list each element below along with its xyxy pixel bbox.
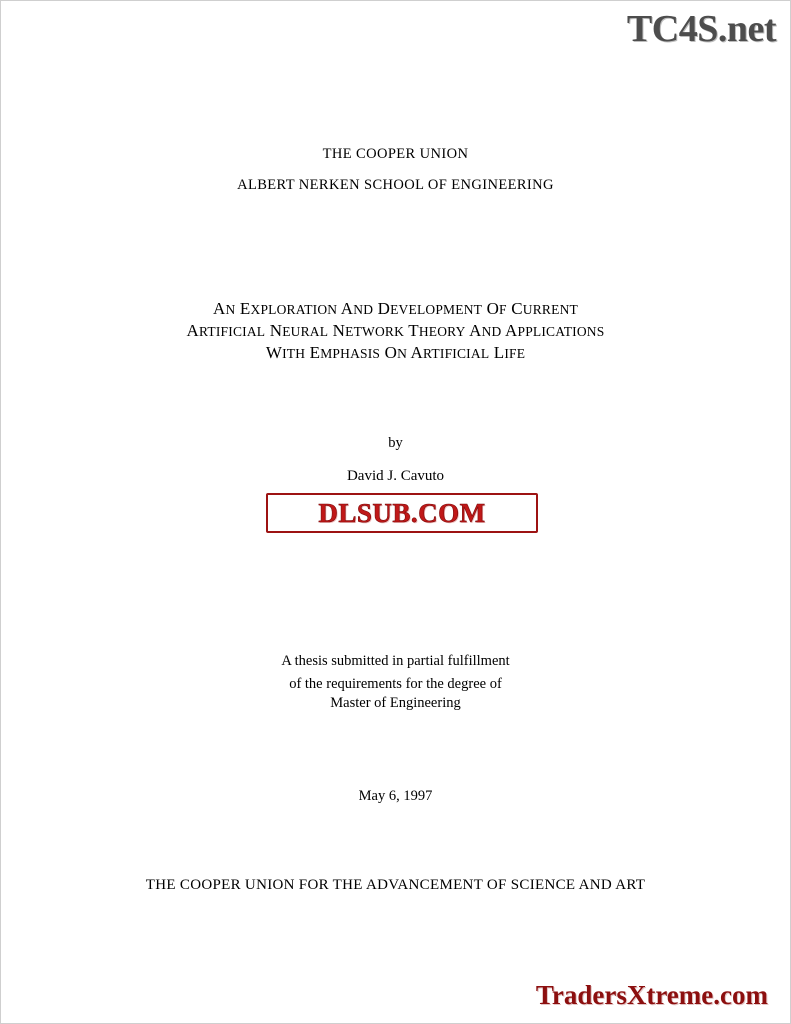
- submission-line-2: of the requirements for the degree of: [289, 676, 502, 692]
- thesis-title-line-2: ARTIFICIAL NEURAL NETWORK THEORY AND APPLICATIONS: [186, 321, 605, 340]
- watermark-center-text: DLSUB.COM: [318, 497, 486, 528]
- watermark-bottom-right: TradersXtreme.com: [535, 980, 768, 1010]
- school-name: ALBERT NERKEN SCHOOL OF ENGINEERING: [237, 177, 554, 193]
- author-name: David J. Cavuto: [346, 468, 445, 484]
- thesis-title-line-3: WITH EMPHASIS ON ARTIFICIAL LIFE: [265, 343, 526, 362]
- thesis-title-line-1: AN EXPLORATION AND DEVELOPMENT OF CURRENT: [213, 299, 578, 318]
- submission-line-1: A thesis submitted in partial fulfillment: [281, 653, 510, 669]
- submission-line-3: Master of Engineering: [330, 695, 461, 711]
- document-footer: THE COOPER UNION FOR THE ADVANCEMENT OF SCIENCE AND ART: [145, 877, 646, 893]
- byline-label: by: [388, 435, 403, 451]
- watermark-top-right: TC4S.net: [626, 8, 776, 50]
- institution-name: THE COOPER UNION: [322, 146, 469, 162]
- submission-date: May 6, 1997: [358, 788, 433, 804]
- watermark-center: [266, 493, 538, 533]
